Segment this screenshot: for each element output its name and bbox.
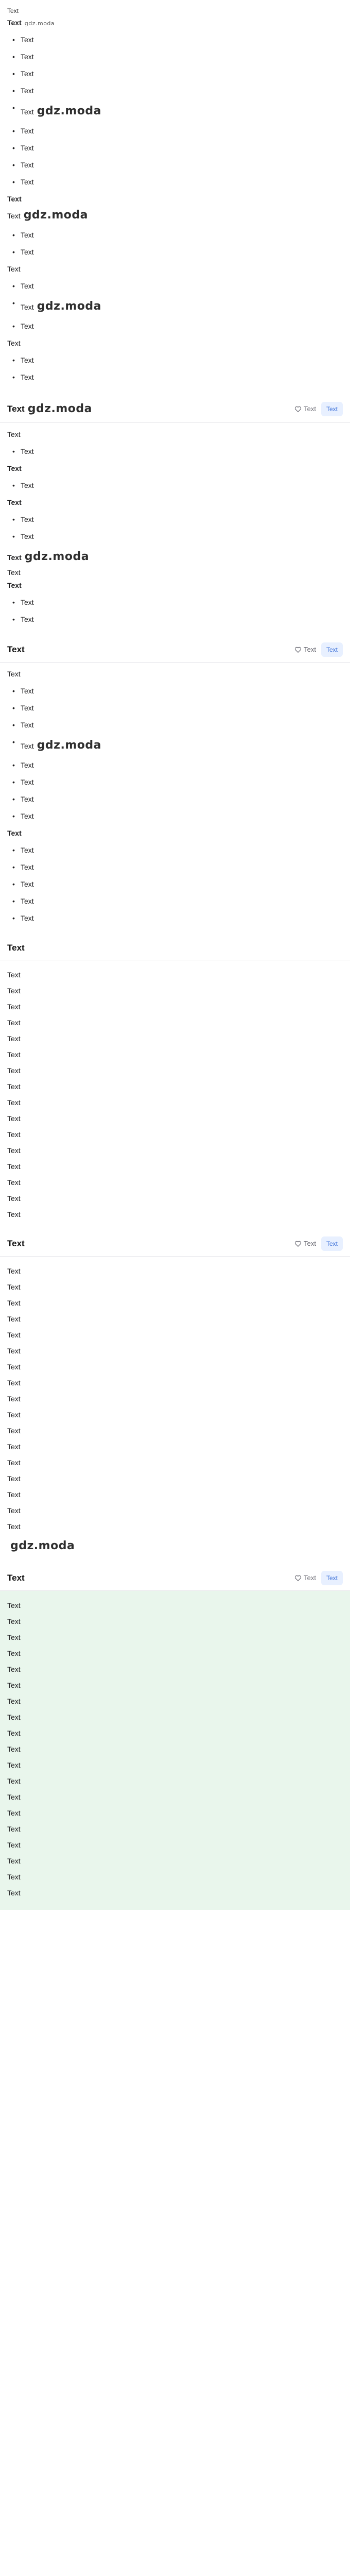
- dialogue-line: Text: [7, 1665, 21, 1673]
- exercise-title: Text: [7, 1238, 25, 1248]
- dialogue-line: Text: [7, 1018, 21, 1027]
- list-item: • Text gdz.moda: [7, 737, 343, 754]
- phrases-title: Text: [7, 195, 22, 203]
- list-item: • Text: [7, 614, 343, 625]
- dialogue-line: Text: [7, 1266, 21, 1275]
- list-item: • Text: [7, 247, 343, 258]
- list-item: • Text: [7, 177, 343, 188]
- dialogue-line: Text: [7, 1330, 21, 1339]
- exercise-title: Text gdz.moda: [7, 400, 92, 417]
- dialogue-line: Text: [7, 1178, 21, 1187]
- dialogue-line: Text: [7, 1840, 21, 1849]
- dialogue: [0, 960, 350, 1231]
- task-intro: Text: [7, 7, 19, 14]
- all-solutions-button[interactable]: Text: [321, 1236, 343, 1251]
- list-item: • Text: [7, 794, 343, 805]
- watermark: gdz.moda: [23, 209, 88, 222]
- list-item: • Text: [7, 531, 343, 542]
- dialogue-line: Text: [7, 1490, 21, 1499]
- dialogue-line: Text: [7, 1522, 21, 1531]
- dialogue-line: Text: [7, 1458, 21, 1467]
- list-item: • Text: [7, 281, 343, 292]
- exercise-header: [0, 1566, 350, 1591]
- exercise-text: Text: [7, 430, 21, 438]
- dialogue-line: Text: [7, 1776, 21, 1785]
- list-item: • Text: [7, 69, 343, 79]
- instrument-list: [7, 35, 343, 188]
- answer-line: Text gdz.moda: [7, 548, 343, 565]
- help-list: [7, 230, 343, 258]
- list-item: • Text: [7, 514, 343, 525]
- list-item: • Text: [7, 703, 343, 714]
- dialogue: [0, 1257, 350, 1566]
- dialogue-line: Text: [7, 1146, 21, 1155]
- list-item: • Text: [7, 896, 343, 907]
- schedule-list: [7, 686, 343, 822]
- all-solutions-button[interactable]: Text: [321, 1571, 343, 1585]
- list-item: • Text: [7, 913, 343, 924]
- heart-icon: [294, 1574, 302, 1582]
- heart-icon: [294, 405, 302, 413]
- dialogue-line: Text: [7, 1194, 21, 1202]
- timetable-list: [7, 845, 343, 924]
- list-item: • Text: [7, 686, 343, 697]
- exercise-body: [0, 423, 350, 637]
- dialogue-line: Text: [7, 1410, 21, 1419]
- like-button[interactable]: Text: [294, 404, 316, 414]
- exercise-body: [0, 663, 350, 936]
- list-item: • Text: [7, 879, 343, 890]
- watermark: gdz.moda: [37, 105, 101, 117]
- dialogue-line: Text: [7, 1633, 21, 1641]
- exercise-header: [0, 395, 350, 423]
- dialogue-line: Text: [7, 1002, 21, 1011]
- dialogue-line: Text: [7, 1130, 21, 1139]
- watermark: gdz.moda: [10, 1539, 75, 1552]
- dialogue-line: Text: [7, 1098, 21, 1107]
- dialogue-line: Text: [7, 1808, 21, 1817]
- agree-list: [7, 355, 343, 383]
- like-button[interactable]: Text: [294, 1239, 316, 1249]
- list-item: • Text: [7, 480, 343, 491]
- dialogue-line: Text: [7, 1426, 21, 1435]
- dialogue-line: Text: [7, 1792, 21, 1801]
- watermark: gdz.moda: [37, 739, 101, 752]
- exercise-text: Text: [7, 581, 22, 589]
- dialogue-line: Text: [7, 1298, 21, 1307]
- watermark: gdz.moda: [37, 300, 101, 313]
- answer-line: Text: [7, 498, 22, 506]
- word-list-title: Text gdz.moda: [7, 18, 343, 28]
- dialogue-line: Text: [7, 1506, 21, 1515]
- dialogue-answer: [0, 1591, 350, 1910]
- all-solutions-button[interactable]: Text: [321, 642, 343, 657]
- list: [7, 514, 343, 542]
- like-button[interactable]: Text: [294, 645, 316, 655]
- list-item: • Text gdz.moda: [7, 103, 343, 120]
- dialogue-line: Text: [7, 1601, 21, 1609]
- exercise-text: Text: [7, 568, 21, 577]
- dialogue-line: Text: [7, 1050, 21, 1059]
- exercise-header: [0, 936, 350, 960]
- agree-title: Text: [7, 339, 21, 347]
- dialogue-line: Text: [7, 1713, 21, 1721]
- dialogue-line: Text: [7, 1697, 21, 1705]
- vocabulary-section: [0, 0, 350, 395]
- list-item: • Text: [7, 845, 343, 856]
- list-item: • Text: [7, 160, 343, 171]
- dialogue-line: Text: [7, 1210, 21, 1218]
- list-item: • Text: [7, 126, 343, 137]
- dialogue-line: Text: [7, 1728, 21, 1737]
- dialogue-line: Text: [7, 1649, 21, 1657]
- dialogue-line: Text: [7, 1114, 21, 1123]
- dialogue-line: Text: [7, 1394, 21, 1403]
- dialogue-line: Text: [7, 1824, 21, 1833]
- dialogue-line: Text: [7, 1034, 21, 1043]
- exercise-header: [0, 1231, 350, 1257]
- dialogue-line: Text: [7, 1888, 21, 1897]
- dialogue-line: Text: [7, 1744, 21, 1753]
- list-item: • Text: [7, 720, 343, 731]
- dialogue-line: Text: [7, 1617, 21, 1625]
- list: [7, 480, 343, 491]
- timetable-title: Text: [7, 829, 22, 837]
- dialogue-line: Text: [7, 1760, 21, 1769]
- list-item: • Text: [7, 321, 343, 332]
- list-item: • Text: [7, 760, 343, 771]
- dialogue-line: Text: [7, 1066, 21, 1075]
- list: [7, 446, 343, 457]
- all-solutions-button[interactable]: Text: [321, 402, 343, 416]
- clarify-title: Text: [7, 265, 21, 273]
- dialogue-line: Text: [7, 970, 21, 979]
- watermark: gdz.moda: [27, 402, 92, 415]
- list-item: • Text: [7, 143, 343, 154]
- clarify-list: [7, 281, 343, 332]
- help-title: Text gdz.moda: [7, 207, 343, 224]
- list-item: • Text: [7, 777, 343, 788]
- exercise-title: Text: [7, 943, 25, 953]
- list-item: • Text: [7, 52, 343, 62]
- dialogue-line: Text: [7, 986, 21, 995]
- list-item: • Text: [7, 86, 343, 96]
- list-item: • Text: [7, 811, 343, 822]
- watermark: gdz.moda: [24, 550, 90, 563]
- list-item: • Text: [7, 35, 343, 45]
- heart-icon: [294, 1240, 302, 1247]
- dialogue-line: Text: [7, 1681, 21, 1689]
- dialogue-line: Text: [7, 1362, 21, 1371]
- list-item: • Text: [7, 446, 343, 457]
- exercise-text: Text: [7, 670, 21, 678]
- dialogue-line: Text: [7, 1378, 21, 1387]
- watermark: gdz.moda: [24, 20, 55, 27]
- dialogue-line: Text: [7, 1442, 21, 1451]
- dialogue-line: Text: [7, 1082, 21, 1091]
- exercise-title: Text: [7, 645, 25, 655]
- exercise-title: Text: [7, 1572, 25, 1583]
- list-item: • Text: [7, 372, 343, 383]
- like-button[interactable]: Text: [294, 1573, 316, 1583]
- answer-line: Text: [7, 464, 22, 472]
- list-item: • Text: [7, 597, 343, 608]
- dialogue-line: Text: [7, 1474, 21, 1483]
- dialogue-line: Text: [7, 1856, 21, 1865]
- dialogue-line: Text: [7, 1872, 21, 1881]
- dialogue-line: Text: [7, 1346, 21, 1355]
- dialogue-line: Text: [7, 1282, 21, 1291]
- heart-icon: [294, 646, 302, 653]
- dialogue-line: Text: [7, 1314, 21, 1323]
- list-item: • Text: [7, 862, 343, 873]
- list-item: • Text: [7, 355, 343, 366]
- watermark-line: [7, 1537, 343, 1554]
- exercise-header: [0, 637, 350, 663]
- list-item: • Text gdz.moda: [7, 298, 343, 315]
- list-item: • Text: [7, 230, 343, 241]
- dialogue-line: Text: [7, 1162, 21, 1171]
- list: [7, 597, 343, 625]
